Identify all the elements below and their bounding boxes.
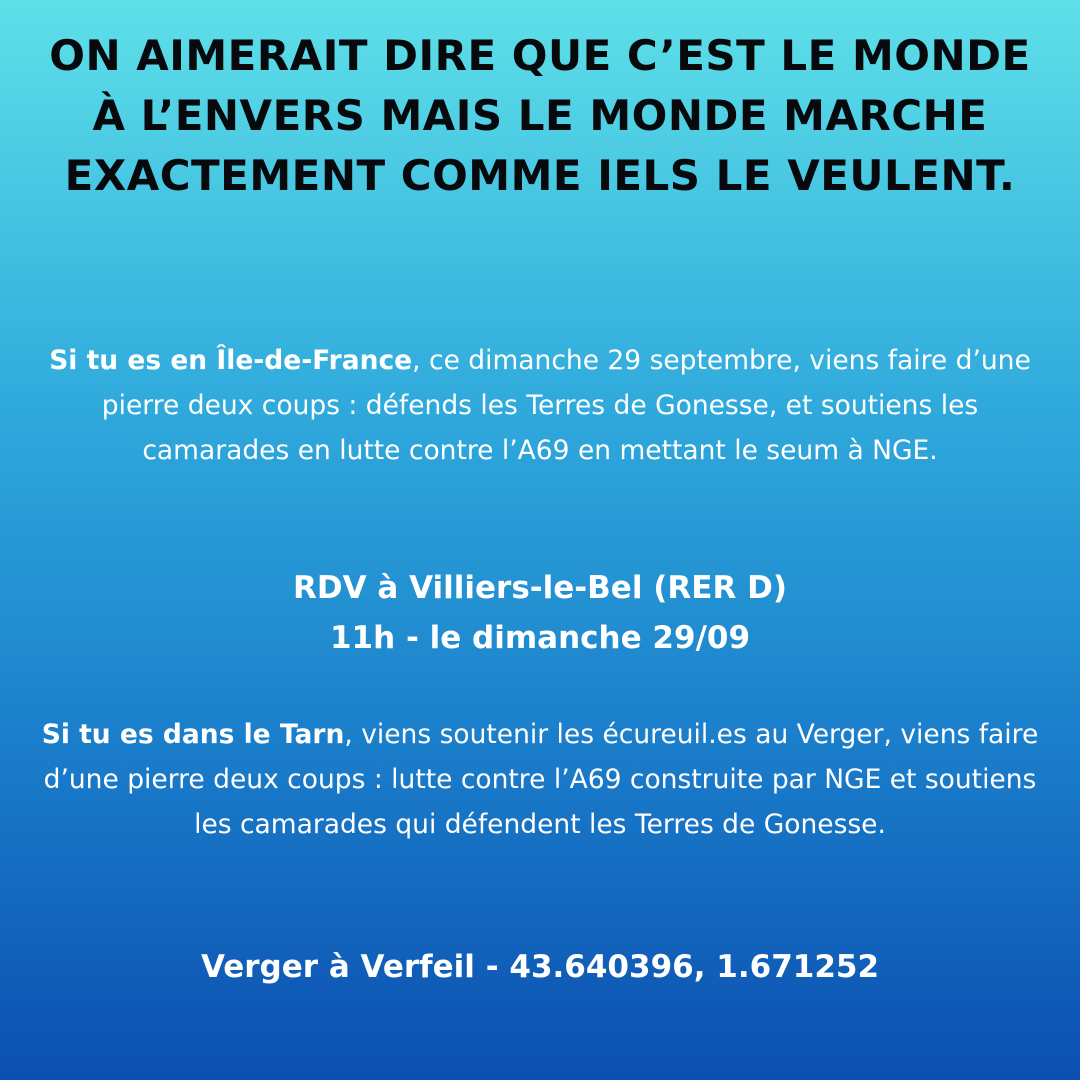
rdv-place: RDV à Villiers-le-Bel (RER D) <box>292 570 788 606</box>
location-coordinates: Verger à Verfeil - 43.640396, 1.671252 <box>200 949 880 985</box>
tarn-paragraph <box>40 712 1040 847</box>
tarn-lead: Si tu es dans le Tarn <box>41 719 345 750</box>
rdv-block <box>40 563 1040 663</box>
idf-paragraph <box>40 338 1040 473</box>
idf-body: , ce dimanche 29 septembre, viens faire d’une pierre deux coups : défends les Terres de Gonesse, et soutiens les camarades en lutte contre l’A69 en mettant le seum à NGE. <box>101 345 1031 466</box>
tarn-body: , viens soutenir les écureuil.es au Verger, viens faire d’une pierre deux coups : lutte contre l’A69 construite par NGE et soutiens les camarades qui défendent les Terres de Gonesse. <box>43 719 1039 840</box>
idf-lead: Si tu es en Île-de-France <box>49 345 413 376</box>
rdv-time: 11h - le dimanche 29/09 <box>329 620 751 656</box>
headline: ON AIMERAIT DIRE QUE C’EST LE MONDE À L’ENVERS MAIS LE MONDE MARCHE EXACTEMENT COMME IELS LE VEULENT. <box>49 31 1031 200</box>
